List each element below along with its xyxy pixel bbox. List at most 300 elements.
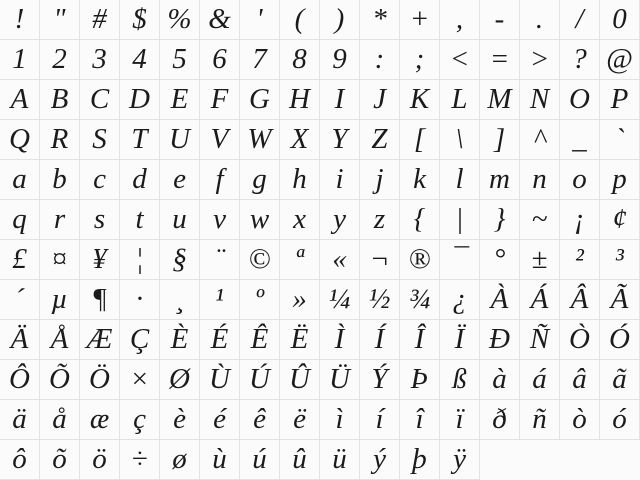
glyph: F — [210, 83, 229, 115]
glyph-cell[interactable] — [360, 280, 400, 320]
glyph-cell[interactable] — [440, 120, 480, 160]
glyph: } — [493, 203, 506, 235]
glyph: ½ — [368, 283, 391, 315]
glyph-cell[interactable] — [280, 120, 320, 160]
glyph: ø — [172, 443, 187, 475]
glyph-cell[interactable] — [320, 0, 360, 40]
glyph: 0 — [612, 3, 627, 35]
glyph: W — [247, 123, 272, 155]
glyph: f — [215, 163, 224, 195]
glyph-cell[interactable] — [600, 0, 640, 40]
glyph: ô — [12, 443, 27, 475]
glyph-cell[interactable] — [320, 160, 360, 200]
glyph-cell[interactable] — [480, 360, 520, 400]
glyph: º — [255, 283, 264, 315]
glyph: À — [490, 283, 509, 315]
glyph: > — [529, 43, 550, 75]
glyph: Á — [530, 283, 549, 315]
glyph-cell[interactable] — [600, 160, 640, 200]
glyph-cell[interactable] — [280, 240, 320, 280]
glyph-cell[interactable] — [280, 40, 320, 80]
glyph: 8 — [292, 43, 307, 75]
glyph: | — [455, 203, 464, 235]
glyph-cell[interactable] — [280, 440, 320, 480]
glyph-cell[interactable] — [160, 360, 200, 400]
glyph-cell[interactable] — [520, 360, 560, 400]
glyph: & — [208, 3, 231, 35]
glyph: < — [449, 43, 470, 75]
glyph: I — [334, 83, 345, 115]
glyph-cell[interactable] — [440, 320, 480, 360]
glyph-cell[interactable] — [280, 400, 320, 440]
glyph-cell[interactable] — [520, 200, 560, 240]
glyph: t — [135, 203, 144, 235]
glyph-cell[interactable] — [320, 360, 360, 400]
glyph-cell[interactable] — [520, 160, 560, 200]
glyph: w — [249, 203, 270, 235]
glyph-cell[interactable] — [400, 320, 440, 360]
glyph-row — [0, 80, 640, 120]
glyph-cell[interactable] — [400, 360, 440, 400]
glyph-cell[interactable] — [400, 240, 440, 280]
glyph: c — [93, 163, 106, 195]
glyph-cell[interactable] — [120, 160, 160, 200]
glyph-cell[interactable] — [80, 320, 120, 360]
glyph-cell[interactable] — [120, 440, 160, 480]
glyph-cell[interactable] — [320, 440, 360, 480]
glyph-cell[interactable] — [320, 320, 360, 360]
glyph-cell[interactable] — [40, 400, 80, 440]
glyph-cell[interactable] — [240, 240, 280, 280]
glyph-cell[interactable] — [600, 320, 640, 360]
glyph: Î — [414, 323, 425, 355]
glyph-cell[interactable] — [0, 160, 40, 200]
glyph: þ — [412, 443, 427, 475]
glyph-cell[interactable] — [400, 200, 440, 240]
glyph: ¤ — [52, 243, 67, 275]
glyph: [ — [413, 123, 426, 155]
glyph-cell[interactable] — [240, 40, 280, 80]
glyph: ë — [293, 403, 306, 435]
glyph-cell[interactable] — [520, 280, 560, 320]
glyph: Ï — [454, 323, 465, 355]
glyph: Ø — [169, 363, 190, 395]
glyph-cell[interactable] — [80, 200, 120, 240]
glyph-cell[interactable] — [0, 80, 40, 120]
glyph-cell[interactable] — [200, 280, 240, 320]
glyph: Ä — [10, 323, 29, 355]
glyph-cell[interactable] — [200, 320, 240, 360]
glyph: q — [12, 203, 27, 235]
glyph-cell[interactable] — [600, 80, 640, 120]
glyph: ® — [408, 243, 431, 275]
glyph: Ó — [609, 323, 630, 355]
glyph-cell[interactable] — [240, 360, 280, 400]
glyph-cell[interactable] — [560, 200, 600, 240]
glyph-cell[interactable] — [440, 360, 480, 400]
glyph-cell[interactable] — [80, 160, 120, 200]
glyph: u — [172, 203, 187, 235]
glyph-cell[interactable] — [560, 160, 600, 200]
glyph-cell[interactable] — [440, 40, 480, 80]
glyph-cell[interactable] — [400, 400, 440, 440]
glyph-cell[interactable] — [320, 120, 360, 160]
glyph-cell[interactable] — [80, 280, 120, 320]
glyph-cell[interactable] — [280, 160, 320, 200]
glyph-cell[interactable] — [600, 400, 640, 440]
glyph: Û — [289, 363, 310, 395]
glyph: £ — [12, 243, 27, 275]
glyph-cell[interactable] — [280, 0, 320, 40]
glyph-cell[interactable] — [440, 80, 480, 120]
glyph-cell[interactable] — [360, 160, 400, 200]
glyph-cell[interactable] — [40, 240, 80, 280]
glyph-cell[interactable] — [520, 400, 560, 440]
glyph: O — [569, 83, 590, 115]
glyph-cell[interactable] — [240, 160, 280, 200]
glyph-cell[interactable] — [120, 280, 160, 320]
glyph-cell[interactable] — [600, 280, 640, 320]
glyph-cell[interactable] — [0, 400, 40, 440]
glyph: z — [373, 203, 386, 235]
glyph: Å — [50, 323, 69, 355]
glyph-cell[interactable] — [160, 280, 200, 320]
glyph: R — [50, 123, 69, 155]
glyph: ^ — [533, 123, 546, 155]
glyph-cell[interactable] — [160, 440, 200, 480]
glyph: ¥ — [92, 243, 107, 275]
glyph-cell[interactable] — [0, 200, 40, 240]
glyph-cell[interactable] — [560, 0, 600, 40]
glyph-cell[interactable] — [480, 120, 520, 160]
glyph-cell[interactable] — [40, 40, 80, 80]
glyph: + — [409, 3, 430, 35]
glyph-cell[interactable] — [40, 0, 80, 40]
glyph-cell[interactable] — [40, 160, 80, 200]
glyph-cell[interactable] — [0, 240, 40, 280]
glyph-cell[interactable] — [160, 400, 200, 440]
glyph-cell[interactable] — [560, 400, 600, 440]
glyph: Q — [9, 123, 30, 155]
glyph: ` — [614, 123, 625, 155]
glyph-cell[interactable] — [280, 360, 320, 400]
glyph: Ã — [610, 283, 629, 315]
glyph-cell[interactable] — [440, 200, 480, 240]
glyph-cell[interactable] — [40, 200, 80, 240]
glyph-cell[interactable] — [600, 360, 640, 400]
glyph: ï — [455, 403, 464, 435]
glyph: p — [612, 163, 627, 195]
glyph: à — [492, 363, 507, 395]
glyph: ö — [92, 443, 107, 475]
glyph-cell[interactable] — [120, 80, 160, 120]
glyph: g — [252, 163, 267, 195]
glyph-cell[interactable] — [160, 40, 200, 80]
glyph-cell[interactable] — [520, 0, 560, 40]
glyph: @ — [606, 43, 633, 75]
glyph: Ð — [489, 323, 510, 355]
glyph: B — [50, 83, 69, 115]
glyph: s — [93, 203, 106, 235]
glyph-cell[interactable] — [280, 320, 320, 360]
glyph-cell[interactable] — [520, 240, 560, 280]
glyph-cell[interactable] — [120, 40, 160, 80]
glyph: S — [92, 123, 107, 155]
glyph-cell[interactable] — [200, 400, 240, 440]
glyph: ( — [294, 3, 305, 35]
glyph-cell[interactable] — [560, 80, 600, 120]
glyph-cell[interactable] — [120, 120, 160, 160]
glyph: Þ — [410, 363, 429, 395]
glyph-cell[interactable] — [80, 360, 120, 400]
glyph-cell[interactable] — [160, 200, 200, 240]
glyph: y — [333, 203, 346, 235]
glyph-cell[interactable] — [360, 360, 400, 400]
glyph: ß — [452, 363, 467, 395]
glyph: o — [572, 163, 587, 195]
glyph-cell[interactable] — [40, 280, 80, 320]
glyph-cell[interactable] — [560, 240, 600, 280]
glyph: k — [413, 163, 426, 195]
glyph: ' — [256, 3, 263, 35]
glyph-cell[interactable] — [560, 320, 600, 360]
glyph-cell[interactable] — [480, 400, 520, 440]
glyph-cell[interactable] — [440, 240, 480, 280]
glyph-cell[interactable] — [560, 280, 600, 320]
glyph-cell[interactable] — [200, 0, 240, 40]
glyph: . — [535, 3, 544, 35]
glyph: ¯ — [452, 243, 467, 275]
glyph-cell[interactable] — [240, 320, 280, 360]
glyph-cell[interactable] — [40, 120, 80, 160]
glyph-cell[interactable] — [360, 80, 400, 120]
glyph: Y — [331, 123, 348, 155]
glyph-cell[interactable] — [80, 400, 120, 440]
glyph: J — [373, 83, 386, 115]
glyph-cell[interactable] — [520, 40, 560, 80]
glyph: m — [489, 163, 510, 195]
glyph-cell[interactable] — [200, 160, 240, 200]
glyph-cell[interactable] — [560, 120, 600, 160]
glyph: l — [455, 163, 464, 195]
glyph: C — [89, 83, 110, 115]
glyph-cell[interactable] — [440, 160, 480, 200]
glyph: i — [335, 163, 344, 195]
glyph: 5 — [172, 43, 187, 75]
glyph-cell[interactable] — [400, 440, 440, 480]
glyph-cell[interactable] — [240, 400, 280, 440]
glyph-cell[interactable] — [600, 120, 640, 160]
glyph-cell[interactable] — [480, 200, 520, 240]
glyph-cell[interactable] — [560, 360, 600, 400]
glyph: Ô — [9, 363, 30, 395]
glyph: G — [249, 83, 270, 115]
glyph: Ë — [290, 323, 309, 355]
glyph-row — [0, 400, 640, 440]
glyph: ó — [612, 403, 627, 435]
glyph-cell[interactable] — [120, 400, 160, 440]
glyph: b — [52, 163, 67, 195]
glyph: $ — [132, 3, 147, 35]
glyph: _ — [572, 123, 587, 155]
glyph-cell[interactable] — [440, 0, 480, 40]
glyph-cell[interactable] — [40, 320, 80, 360]
glyph-cell[interactable] — [320, 40, 360, 80]
glyph-cell[interactable] — [0, 440, 40, 480]
glyph-cell[interactable] — [240, 440, 280, 480]
glyph-cell[interactable] — [320, 400, 360, 440]
glyph: è — [173, 403, 186, 435]
glyph-cell[interactable] — [400, 160, 440, 200]
glyph: Ò — [569, 323, 590, 355]
glyph-cell[interactable] — [80, 0, 120, 40]
glyph-cell[interactable] — [480, 40, 520, 80]
glyph-row — [0, 120, 640, 160]
glyph-cell[interactable] — [0, 320, 40, 360]
glyph: û — [292, 443, 307, 475]
glyph-cell[interactable] — [280, 200, 320, 240]
glyph: · — [135, 283, 144, 315]
glyph: x — [293, 203, 306, 235]
glyph-cell[interactable] — [200, 40, 240, 80]
glyph-cell[interactable] — [80, 40, 120, 80]
glyph-cell[interactable] — [360, 120, 400, 160]
glyph: ¿ — [452, 283, 467, 315]
glyph-cell[interactable] — [240, 120, 280, 160]
glyph-cell[interactable] — [160, 80, 200, 120]
glyph-cell[interactable] — [200, 120, 240, 160]
glyph-cell[interactable] — [320, 200, 360, 240]
glyph-cell[interactable] — [400, 120, 440, 160]
glyph-cell[interactable] — [40, 80, 80, 120]
glyph-cell[interactable] — [0, 280, 40, 320]
glyph-cell[interactable] — [120, 320, 160, 360]
glyph-row — [0, 320, 640, 360]
glyph: ° — [493, 243, 506, 275]
glyph-cell[interactable] — [200, 80, 240, 120]
glyph-cell[interactable] — [360, 0, 400, 40]
glyph: { — [413, 203, 426, 235]
glyph: U — [169, 123, 190, 155]
glyph: É — [210, 323, 229, 355]
glyph-cell[interactable] — [120, 360, 160, 400]
glyph: ê — [253, 403, 266, 435]
glyph-cell[interactable] — [200, 200, 240, 240]
glyph: ¶ — [91, 283, 108, 315]
glyph-cell[interactable] — [160, 0, 200, 40]
glyph-cell[interactable] — [200, 360, 240, 400]
glyph-cell[interactable] — [480, 320, 520, 360]
glyph-cell[interactable] — [0, 360, 40, 400]
glyph-cell[interactable] — [200, 240, 240, 280]
glyph: d — [132, 163, 147, 195]
glyph-cell[interactable] — [80, 240, 120, 280]
glyph-cell[interactable] — [40, 360, 80, 400]
glyph-cell[interactable] — [400, 80, 440, 120]
glyph: × — [129, 363, 150, 395]
glyph-cell[interactable] — [80, 120, 120, 160]
glyph-cell[interactable] — [160, 120, 200, 160]
glyph-cell[interactable] — [160, 320, 200, 360]
glyph-cell[interactable] — [240, 200, 280, 240]
glyph: X — [290, 123, 309, 155]
glyph-cell[interactable] — [120, 240, 160, 280]
glyph-cell[interactable] — [360, 400, 400, 440]
glyph-cell[interactable] — [480, 240, 520, 280]
glyph-cell[interactable] — [0, 0, 40, 40]
glyph-cell[interactable] — [600, 240, 640, 280]
glyph-cell[interactable] — [360, 320, 400, 360]
glyph-cell[interactable] — [480, 80, 520, 120]
glyph: ¬ — [369, 243, 390, 275]
glyph-cell[interactable] — [200, 440, 240, 480]
glyph-cell[interactable] — [240, 280, 280, 320]
glyph: 3 — [92, 43, 107, 75]
glyph-cell[interactable] — [600, 40, 640, 80]
glyph-cell[interactable] — [240, 0, 280, 40]
glyph-cell[interactable] — [280, 280, 320, 320]
glyph-cell[interactable] — [480, 280, 520, 320]
glyph-cell[interactable] — [320, 240, 360, 280]
glyph-cell[interactable] — [480, 0, 520, 40]
glyph-cell[interactable] — [480, 160, 520, 200]
glyph-cell[interactable] — [520, 80, 560, 120]
glyph-cell[interactable] — [520, 320, 560, 360]
glyph-cell[interactable] — [400, 40, 440, 80]
glyph-cell[interactable] — [40, 440, 80, 480]
glyph-cell[interactable] — [160, 160, 200, 200]
glyph-cell[interactable] — [440, 280, 480, 320]
glyph-cell[interactable] — [320, 80, 360, 120]
glyph: ´ — [14, 283, 25, 315]
glyph: ³ — [615, 243, 624, 275]
glyph: 4 — [132, 43, 147, 75]
glyph-cell[interactable] — [560, 40, 600, 80]
glyph-cell[interactable] — [240, 80, 280, 120]
glyph: ) — [334, 3, 345, 35]
glyph-cell[interactable] — [0, 120, 40, 160]
glyph-cell[interactable] — [360, 200, 400, 240]
glyph-cell[interactable] — [520, 120, 560, 160]
glyph-cell[interactable] — [440, 400, 480, 440]
glyph: : — [374, 43, 385, 75]
glyph-cell[interactable] — [0, 40, 40, 80]
glyph-cell[interactable] — [440, 440, 480, 480]
glyph: á — [532, 363, 547, 395]
glyph: Ú — [249, 363, 270, 395]
glyph-cell[interactable] — [400, 0, 440, 40]
glyph-cell[interactable] — [160, 240, 200, 280]
glyph-cell[interactable] — [80, 440, 120, 480]
glyph: \ — [455, 123, 464, 155]
glyph-cell[interactable] — [280, 80, 320, 120]
glyph-cell[interactable] — [400, 280, 440, 320]
glyph-cell[interactable] — [80, 80, 120, 120]
glyph: æ — [89, 403, 110, 435]
glyph-cell[interactable] — [600, 200, 640, 240]
glyph-cell[interactable] — [320, 280, 360, 320]
glyph: ¢ — [612, 203, 627, 235]
glyph: ? — [572, 43, 587, 75]
glyph-cell[interactable] — [120, 0, 160, 40]
glyph-cell[interactable] — [360, 40, 400, 80]
glyph-cell[interactable] — [360, 240, 400, 280]
glyph-cell[interactable] — [360, 440, 400, 480]
glyph: ] — [493, 123, 506, 155]
glyph-cell[interactable] — [120, 200, 160, 240]
glyph: ¡ — [573, 203, 586, 235]
glyph: ú — [252, 443, 267, 475]
